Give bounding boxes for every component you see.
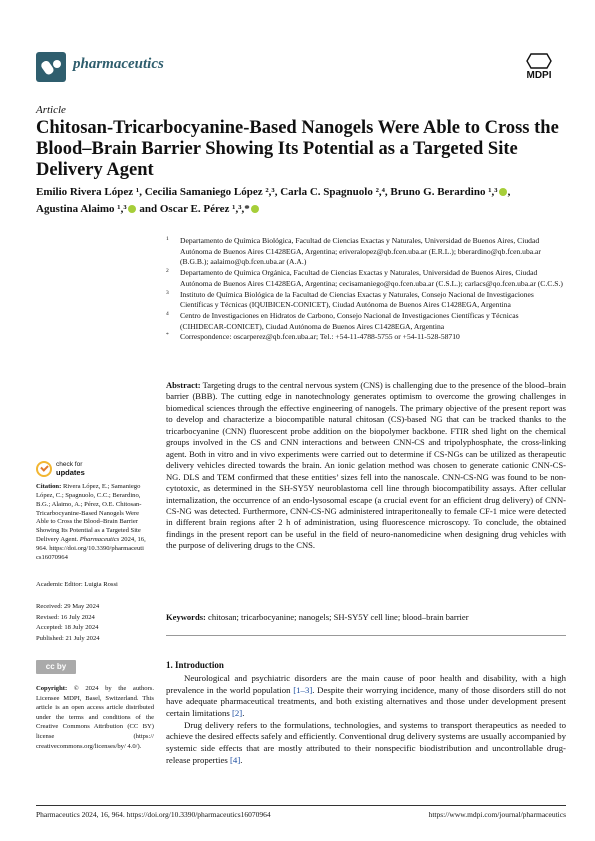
- check-updates-icon: [36, 461, 52, 477]
- mdpi-text: MDPI: [526, 70, 552, 81]
- date-received: Received: 29 May 2024: [36, 603, 100, 610]
- correspondence: [166, 332, 566, 343]
- affiliation-item: [166, 268, 566, 289]
- cc-license-badge[interactable]: [36, 660, 76, 674]
- dates: [36, 602, 146, 644]
- check-line-1: check for: [56, 461, 83, 468]
- divider: [166, 635, 566, 636]
- mdpi-logo[interactable]: [517, 52, 561, 82]
- journal-name: pharmaceutics: [73, 56, 164, 72]
- citation: [36, 483, 146, 563]
- footer-divider: [36, 805, 566, 806]
- check-line-2: updates: [56, 467, 85, 477]
- abstract: [166, 380, 566, 552]
- citation-journal: Pharmaceutics: [79, 536, 120, 544]
- citation-text: Rivera López, E.; Samaniego López, C.; Spagnuolo, C.C.; Berardino, B.G.; Alaimo, A.; Pérez, O.E. Chitosan-Tricarbocyanine-Based Nanogels Were Able to Cross the Blood–Brain Barrier Showing Its Potential as a Targeted Site Delivery Agent.: [36, 483, 142, 544]
- author-list: Emilio Rivera López ¹, Cecilia Samaniego López ²,³, Carla C. Spagnuolo ²,⁴, Bruno G. Berardino ¹,³ , Agustina Alaimo ¹,³ and Oscar E. Pérez ¹,³,*: [36, 186, 511, 215]
- footer-citation: Pharmaceutics 2024, 16, 964. https://doi.org/10.3390/pharmaceutics16070964: [36, 810, 271, 819]
- affiliation-number: *: [166, 332, 169, 339]
- copyright-label: Copyright:: [36, 685, 68, 692]
- affiliation-text: Departamento de Química Biológica, Facultad de Ciencias Exactas y Naturales, Universidad de Buenos Aires, Ciudad Autónoma de Buenos Aires C1428EGA, Argentina; eriveralopez@qb.fcen.uba.ar (E.R.L.); bberardino@qb.fcen.uba.ar (B.G.B.); aalaimo@qb.fcen.uba.ar (A.A.): [180, 236, 541, 267]
- reference-link[interactable]: [1–3]: [293, 684, 313, 695]
- citation-volume: 2024, 16, 964.: [36, 536, 146, 552]
- orcid-icon[interactable]: [128, 205, 136, 213]
- text: .: [242, 707, 245, 718]
- orcid-icon[interactable]: [499, 188, 507, 196]
- article-title: Chitosan-Tricarbocyanine-Based Nanogels Were Able to Cross the Blood–Brain Barrier Showing Its Potential as a Targeted Site Delivery Agent: [36, 118, 559, 180]
- affiliation-text: Centro de Investigaciones en Hidratos de Carbono, Consejo Nacional de Investigaciones Científicas y Técnicas (CIHIDECAR-CONICET), Ciudad Autónoma de Buenos Aires C1428EGA, Argentina: [180, 310, 519, 331]
- copyright-text: © 2024 by the authors. Licensee MDPI, Basel, Switzerland. This article is an open access article distributed under the terms and conditions of the Creative Commons Attribution (CC BY) license (https:// creativecommons.org/licenses/by/ 4.0/).: [36, 685, 154, 750]
- affiliation-text: Instituto de Química Biológica de la Facultad de Ciencias Exactas y Naturales, Consejo Nacional de Investigaciones Científicas y Técnicas (IQUIBICEN-CONICET), Ciudad Autónoma de Buenos Aires C1428EGA, Argentina: [180, 289, 534, 310]
- text: Drug delivery refers to the formulations, technologies, and systems to transport therapeutics as needed to achieve the desired effects safely and efficiently. Conventional drug delivery systems are usually accompanied by systemic side effects that are mostly attributed to their nonspecific biodistribution and uncontrollable drug-release properties: [166, 719, 566, 765]
- journal-logo-icon: [36, 52, 66, 82]
- author-line-1: Emilio Rivera López ¹, Cecilia Samaniego López ²,³, Carla C. Spagnuolo ²,⁴, Bruno G. Berardino ¹,³: [36, 186, 498, 198]
- affiliations: [166, 236, 566, 343]
- section-heading: 1. Introduction: [166, 660, 224, 670]
- date-revised: Revised: 16 July 2024: [36, 613, 95, 621]
- reference-link[interactable]: [2]: [231, 707, 243, 718]
- affiliation-number: 1: [166, 236, 169, 242]
- text: .: [240, 754, 243, 765]
- cc-license-icon: cc by: [45, 662, 67, 671]
- author-line-2b: and Oscar E. Pérez ¹,³,*: [136, 203, 250, 215]
- affiliation-item: [166, 290, 566, 311]
- check-for-updates-button[interactable]: [36, 461, 146, 481]
- affiliation-text: Departamento de Química Orgánica, Facultad de Ciencias Exactas y Naturales, Universidad de Buenos Aires, Ciudad Autónoma de Buenos Aires C1428EGA, Argentina; cecisamaniego@qo.fcen.uba.ar (C.S.L.); carlacs@qo.fcen.uba.ar (C.C.S.): [180, 268, 563, 288]
- paragraph: [166, 673, 566, 720]
- article-type: Article: [36, 104, 66, 116]
- copyright: [36, 684, 154, 751]
- affiliation-number: 4: [166, 310, 169, 317]
- correspondence-text: Correspondence: oscarperez@qb.fcen.uba.ar; Tel.: +54-11-4788-5755 or +54-11-528-58710: [180, 332, 460, 342]
- abstract-label: Abstract:: [166, 380, 201, 390]
- date-published: Published: 21 July 2024: [36, 634, 100, 642]
- academic-editor: Academic Editor: Luigia Rossi: [36, 581, 118, 588]
- abstract-text: Targeting drugs to the central nervous system (CNS) is challenging due to the presence of the blood–brain barrier (BBB). The cutting edge in nanotechnology generates optimism to overcome the growing challenges in biomedical sciences through the effective engineering of nanogels. The primary objective of the present report was to develop and characterize a biocompatible natural chitosan (CS)-based NG that can be tracked thanks to the tricarbocyanine (CNN) fluorescent probe addition on the biopolymer backbone. FTIR shed light on the chemical groups involved in the CS and CNN interactions and between CNN-CS and tripolyphosphate, the cross-linking agent. Both in vitro and in vivo experiments were carried out to determine if CS-NGs can be utilized as therapeutic delivery vehicles directed towards the brain. An ionic gelation method was chosen to generate cationic CNN-CS-NG. DLS and TEM confirmed that these entities’ sizes fell into the nanoscale. CNN-CS-NG was found to be non-cytotoxic, as determined in the SH-SY5Y neuroblastoma cell line through biocompatibility assays. After cellular internalization, the occurrence of an endo-lysosomal escape (a crucial event for an efficient drug delivery) of CNN-CS-NG was detected. Furthermore, CNN-CS-NG administered intraperitoneally to female CF-1 mice were detected in different brain regions after 2 h of administration, using fluorescence microscopy. To conclude, the obtained findings in the present report can be useful in the field of neuro-nanomedicine when designing drug vehicles with the purpose of delivering drugs to the CNS.: [166, 380, 566, 551]
- check-updates-text: [56, 461, 85, 477]
- citation-label: Citation:: [36, 483, 62, 490]
- affiliation-number: 3: [166, 289, 169, 296]
- author-line-2a: Agustina Alaimo ¹,³: [36, 203, 127, 215]
- citation-doi-link[interactable]: https://doi.org/10.3390/pharmaceutics16070964: [36, 544, 144, 561]
- affiliation-item: [166, 311, 566, 332]
- intro-body: [166, 673, 566, 766]
- footer-journal-link[interactable]: https://www.mdpi.com/journal/pharmaceutics: [428, 810, 566, 819]
- keywords: [166, 612, 566, 622]
- affiliation-number: 2: [166, 268, 169, 275]
- text: Neurological and psychiatric disorders are the main cause of poor health and disability, with a high prevalence in the world population: [166, 673, 566, 695]
- orcid-icon[interactable]: [251, 205, 259, 213]
- paragraph: [166, 720, 566, 767]
- text: . Despite their worrying incidence, many of those disorders still do not have adequate pharmaceutical treatments, and both existing alternatives and those under development present certain limitations: [166, 684, 566, 718]
- affiliation-item: [166, 236, 566, 268]
- reference-link[interactable]: [4]: [230, 754, 241, 765]
- date-accepted: Accepted: 18 July 2024: [36, 624, 99, 631]
- keywords-label: Keywords:: [166, 612, 206, 622]
- keywords-text: chitosan; tricarbocyanine; nanogels; SH-SY5Y cell line; blood–brain barrier: [208, 612, 469, 622]
